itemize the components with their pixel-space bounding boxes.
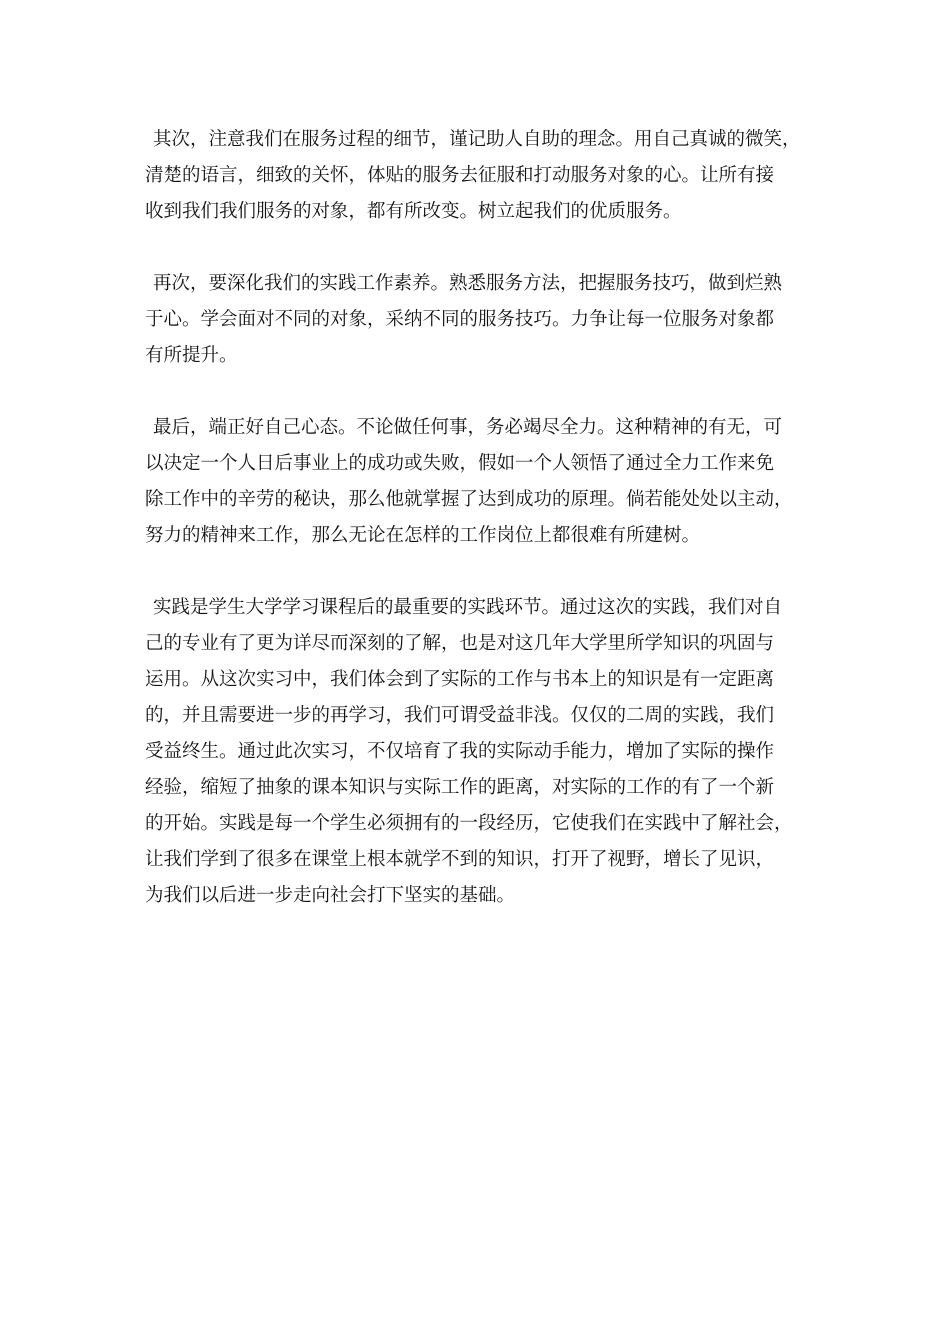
- text-line: 实践是学生大学学习课程后的最重要的实践环节。通过这次的实践，我们对自: [153, 597, 783, 618]
- paragraph-1: [145, 122, 809, 230]
- text-line: 清楚的语言，细致的关怀，体贴的服务去征服和打动服务对象的心。让所有接: [145, 165, 775, 186]
- text-line: 有所提升。: [145, 345, 238, 366]
- text-line: 己的专业有了更为详尽而深刻的了解，也是对这几年大学里所学知识的巩固与: [145, 633, 775, 654]
- document-body: [145, 122, 809, 950]
- text-line: 于心。学会面对不同的对象，采纳不同的服务技巧。力争让每一位服务对象都: [145, 309, 775, 330]
- text-line: 让我们学到了很多在课堂上根本就学不到的知识，打开了视野，增长了见识，: [145, 849, 775, 870]
- paragraph-4: [145, 590, 809, 914]
- text-line: 为我们以后进一步走向社会打下坚实的基础。: [145, 885, 516, 906]
- text-line: 的开始。实践是每一个学生必须拥有的一段经历，它使我们在实践中了解社会，: [145, 813, 793, 834]
- text-line: 运用。从这次实习中，我们体会到了实际的工作与书本上的知识是有一定距离: [145, 669, 775, 690]
- text-line: 其次，注意我们在服务过程的细节，谨记助人自助的理念。用自己真诚的微笑，: [153, 129, 801, 150]
- paragraph-3: [145, 410, 809, 554]
- text-line: 除工作中的辛劳的秘诀，那么他就掌握了达到成功的原理。倘若能处处以主动，: [145, 489, 793, 510]
- text-line: 的，并且需要进一步的再学习，我们可谓受益非浅。仅仅的二周的实践，我们: [145, 705, 775, 726]
- text-line: 受益终生。通过此次实习，不仅培育了我的实际动手能力，增加了实际的操作: [145, 741, 775, 762]
- text-line: 收到我们我们服务的对象，都有所改变。树立起我们的优质服务。: [145, 201, 682, 222]
- text-line: 以决定一个人日后事业上的成功或失败，假如一个人领悟了通过全力工作来免: [145, 453, 775, 474]
- text-line: 努力的精神来工作，那么无论在怎样的工作岗位上都很难有所建树。: [145, 525, 701, 546]
- text-line: 再次，要深化我们的实践工作素养。熟悉服务方法，把握服务技巧，做到烂熟: [153, 273, 783, 294]
- text-line: 最后，端正好自己心态。不论做任何事，务必竭尽全力。这种精神的有无，可: [153, 417, 783, 438]
- paragraph-2: [145, 266, 809, 374]
- text-line: 经验，缩短了抽象的课本知识与实际工作的距离，对实际的工作的有了一个新: [145, 777, 775, 798]
